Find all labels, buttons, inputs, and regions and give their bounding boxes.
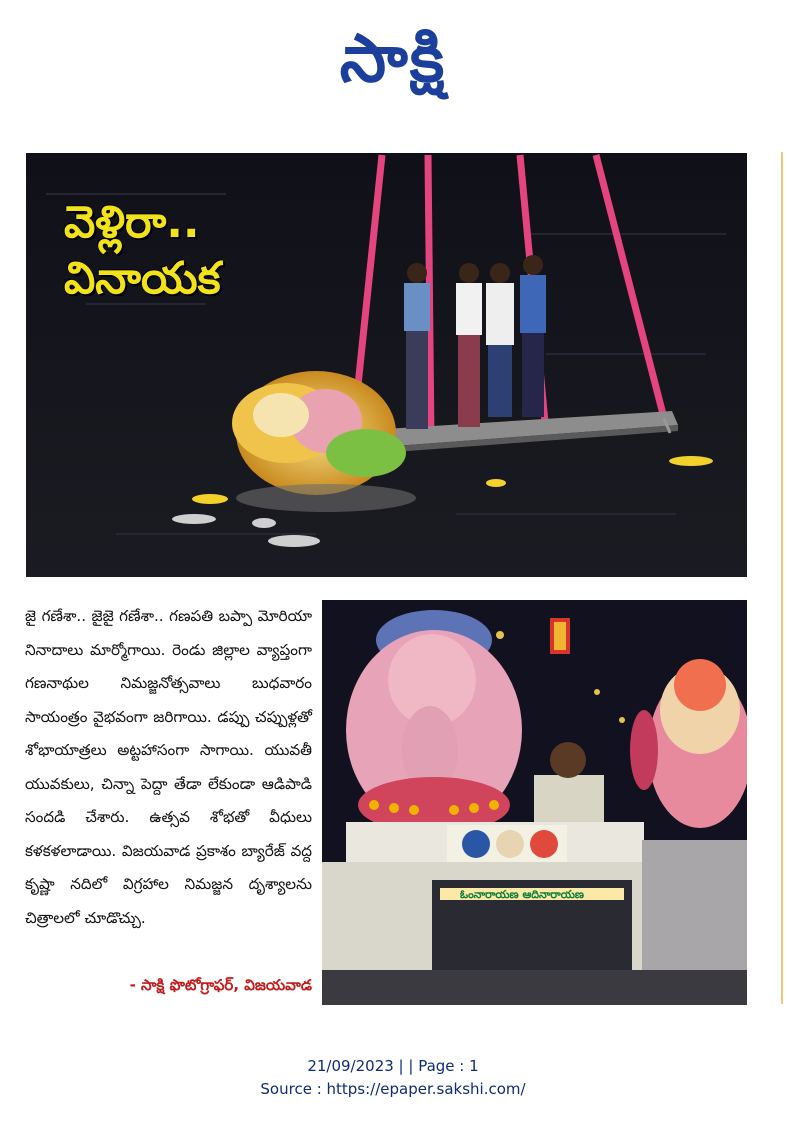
headline-line-2: వినాయక [64, 253, 221, 304]
photo-headline [64, 195, 221, 307]
article-body [25, 600, 312, 935]
masthead-logo [0, 20, 786, 113]
footer-date-page: 21/09/2023 | | Page : 1 [307, 1057, 479, 1075]
procession-photo [322, 600, 747, 1005]
footer-source: Source : https://epaper.sakshi.com/ [260, 1080, 526, 1098]
column-divider [781, 152, 783, 1004]
procession-photo-illustration [322, 600, 747, 1005]
immersion-photo [26, 153, 747, 577]
logo-text: సాక్షి [339, 20, 447, 97]
headline-line-1: వెళ్లిరా.. [64, 197, 200, 248]
truck-banner: ఓంనారాయణ ఆదినారాయణ [460, 888, 584, 901]
photo-credit: - సాక్షి ఫొటోగ్రాఫర్, విజయవాడ [129, 976, 312, 994]
article-paragraph: జై గణేశా.. జైజై గణేశా.. గణపతి బప్పా మోరియా నినాదాలు మార్మోగాయి. రెండు జిల్లాల వ్యాప్తంగా గణనాథుల నిమజ్జనోత్సవాలు బుధవారం సాయంత్రం వైభవంగా జరిగాయి. డప్పు చప్పుళ్లతో శోభాయాత్రలు అట్టహాసంగా సాగాయి. యువతీ యువకులు, చిన్నా పెద్దా తేడా లేకుండా ఆడిపాడి సందడి చేశారు. ఉత్సవ శోభతో వీధులు కళకళలాడాయి. విజయవాడ ప్రకాశం బ్యారేజ్ వద్ద కృష్ణా నదిలో విగ్రహాల నిమజ్జన దృశ్యాలను చిత్రాలలో చూడొచ్చు. [25, 607, 312, 927]
